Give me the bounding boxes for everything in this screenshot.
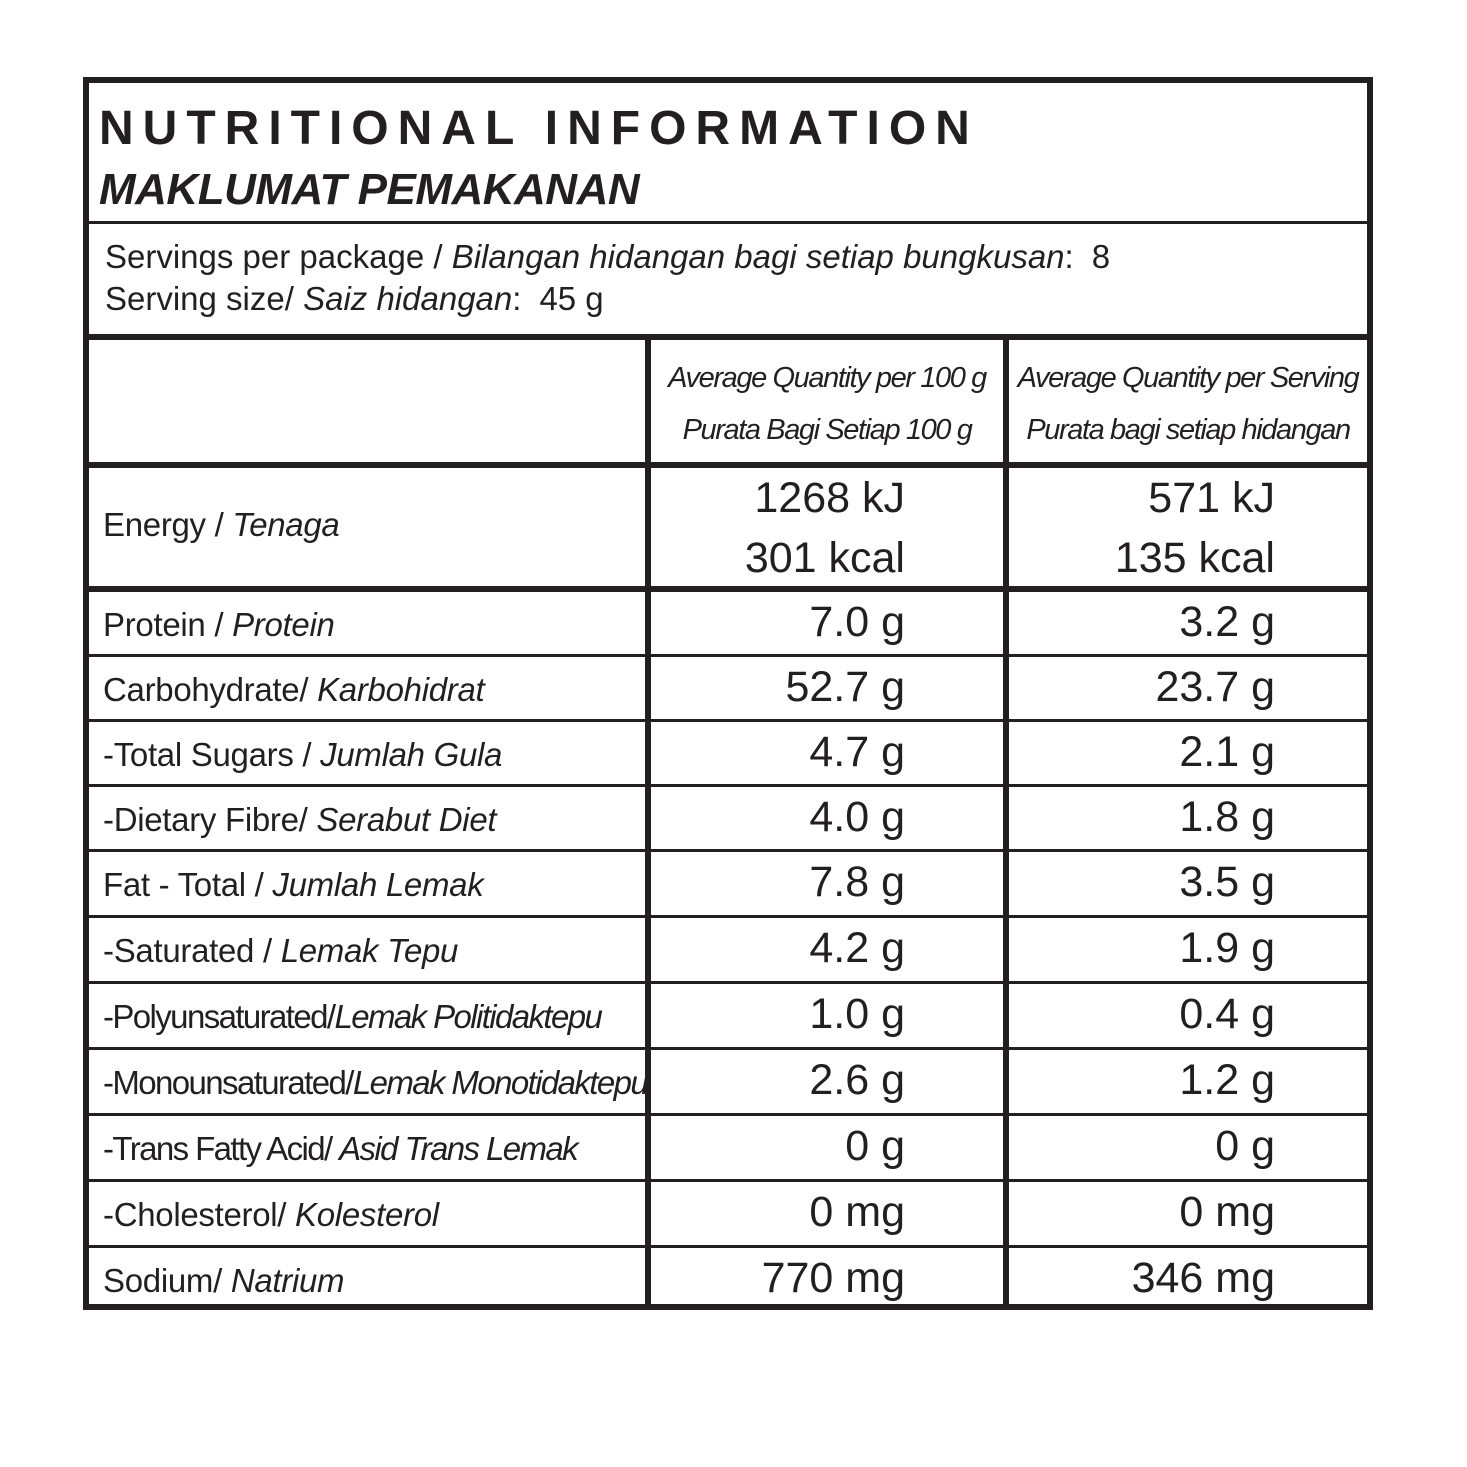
- nutrition-label: [83, 77, 1373, 1310]
- nutrient-label: [103, 1130, 577, 1168]
- nutrient-value-per100: 4.7 g: [809, 728, 905, 776]
- nutrient-label: [103, 671, 484, 709]
- serving-size-colon: :: [512, 280, 522, 317]
- energy-per100-kj: 1268 kJ: [754, 474, 905, 522]
- energy-label: [103, 506, 339, 544]
- nutrient-label-ms: Jumlah Gula: [320, 736, 503, 773]
- nutrient-value-per100: 1.0 g: [809, 990, 905, 1038]
- nutrient-value-serving: 0 mg: [1179, 1188, 1275, 1236]
- title-block: [89, 83, 1367, 224]
- nutrient-label-ms: Asid Trans Lemak: [339, 1130, 578, 1167]
- nutrient-label-en: -Saturated /: [103, 932, 281, 969]
- serving-info: [89, 224, 1367, 340]
- nutrient-value-serving: 346 mg: [1131, 1254, 1275, 1302]
- nutrient-label-ms: Natrium: [230, 1262, 345, 1299]
- nutrient-label: [103, 998, 601, 1036]
- servings-per-package-value: 8: [1091, 238, 1111, 275]
- nutrient-value-per100: 4.0 g: [809, 793, 905, 841]
- nutrient-label-en: Sodium/: [103, 1262, 231, 1299]
- nutrient-label: [103, 866, 483, 904]
- nutrient-label-en: Protein /: [103, 606, 233, 643]
- column-header-per-serving-ms: Purata bagi setiap hidangan: [1026, 414, 1350, 446]
- nutrient-label-en: -Cholesterol/: [103, 1196, 296, 1233]
- energy-serving-kcal: 135 kcal: [1114, 534, 1275, 582]
- nutrient-label-ms: Jumlah Lemak: [272, 866, 484, 903]
- nutrient-row-polyunsaturated: [89, 984, 1367, 1047]
- nutrient-value-per100: 0 mg: [809, 1188, 905, 1236]
- nutrient-label-en: -Monounsaturated/: [103, 1064, 353, 1101]
- title-malay: MAKLUMAT PEMAKANAN: [99, 165, 640, 214]
- nutrient-label-ms: Lemak Monotidaktepu: [352, 1064, 648, 1101]
- nutrient-label-ms: Serabut Diet: [316, 801, 497, 838]
- nutrient-label: [103, 801, 496, 839]
- energy-row: [89, 468, 1367, 586]
- nutrient-row-trans-fatty-acid: [89, 1116, 1367, 1179]
- nutrient-label-en: Carbohydrate/: [103, 671, 318, 708]
- nutrient-label-en: -Dietary Fibre/: [103, 801, 317, 838]
- column-header-per-serving: [1009, 352, 1367, 456]
- nutrient-label: [103, 932, 458, 970]
- nutrient-value-per100: 7.0 g: [809, 598, 905, 646]
- nutrient-row-fat-total: [89, 852, 1367, 915]
- nutrient-label-ms: Lemak Politidaktepu: [334, 998, 602, 1035]
- nutrient-label-en: Fat - Total /: [103, 866, 273, 903]
- nutrient-value-per100: 7.8 g: [809, 858, 905, 906]
- nutrient-value-serving: 3.2 g: [1179, 598, 1275, 646]
- column-header-per-100g-en: Average Quantity per 100 g: [668, 362, 986, 394]
- nutrient-row-saturated: [89, 918, 1367, 981]
- servings-per-package-label-en: Servings per package /: [105, 238, 452, 275]
- nutrient-label-ms: Lemak Tepu: [280, 932, 459, 969]
- title-english: NUTRITIONAL INFORMATION: [99, 102, 979, 155]
- nutrient-value-per100: 0 g: [845, 1122, 905, 1170]
- nutrient-value-serving: 0.4 g: [1179, 990, 1275, 1038]
- serving-size-label-en: Serving size/: [105, 280, 304, 317]
- servings-per-package-label-ms: Bilangan hidangan bagi setiap bungkusan: [451, 238, 1065, 275]
- servings-per-package-colon: :: [1064, 238, 1074, 275]
- serving-size-value: 45 g: [539, 280, 604, 317]
- nutrient-row-monounsaturated: [89, 1050, 1367, 1113]
- energy-serving-kj: 571 kJ: [1148, 474, 1275, 522]
- nutrient-label-en: -Trans Fatty Acid/: [103, 1130, 340, 1167]
- nutrient-value-per100: 770 mg: [761, 1254, 905, 1302]
- nutrient-table: [89, 340, 1367, 1304]
- nutrient-value-serving: 1.2 g: [1179, 1056, 1275, 1104]
- nutrient-row-sodium: [89, 1248, 1367, 1310]
- nutrient-value-serving: 1.9 g: [1179, 924, 1275, 972]
- servings-per-package: [105, 238, 1110, 276]
- column-header-per-100g-ms: Purata Bagi Setiap 100 g: [682, 414, 972, 446]
- nutrient-value-serving: 2.1 g: [1179, 728, 1275, 776]
- nutrient-label: [103, 736, 502, 774]
- serving-size: [105, 280, 604, 318]
- nutrient-label: [103, 1196, 439, 1234]
- nutrient-label-ms: Karbohidrat: [317, 671, 485, 708]
- nutrient-label: [103, 1064, 647, 1102]
- column-header-per-serving-en: Average Quantity per Serving: [1017, 362, 1359, 394]
- nutrient-label-ms: Kolesterol: [295, 1196, 439, 1233]
- nutrient-row-total-sugars: [89, 722, 1367, 784]
- serving-size-label-ms: Saiz hidangan: [303, 280, 513, 317]
- nutrient-row-dietary-fibre: [89, 787, 1367, 849]
- nutrient-label: [103, 606, 335, 644]
- nutrient-row-cholesterol: [89, 1182, 1367, 1245]
- energy-label-ms: Tenaga: [232, 506, 340, 543]
- nutrient-label-en: -Polyunsaturated/: [103, 998, 335, 1035]
- energy-per100-kcal: 301 kcal: [744, 534, 905, 582]
- nutrient-value-per100: 52.7 g: [785, 663, 905, 711]
- nutrient-label: [103, 1262, 344, 1300]
- column-header-per-100g: [651, 352, 1003, 456]
- nutrient-value-serving: 3.5 g: [1179, 858, 1275, 906]
- nutrient-value-per100: 2.6 g: [809, 1056, 905, 1104]
- nutrient-value-serving: 23.7 g: [1155, 663, 1275, 711]
- nutrient-value-per100: 4.2 g: [809, 924, 905, 972]
- nutrient-row-protein: [89, 592, 1367, 654]
- energy-label-en: Energy /: [103, 506, 233, 543]
- nutrient-row-carbohydrate: [89, 657, 1367, 719]
- nutrient-label-ms: Protein: [232, 606, 335, 643]
- nutrient-value-serving: 0 g: [1215, 1122, 1275, 1170]
- nutrient-value-serving: 1.8 g: [1179, 793, 1275, 841]
- nutrient-label-en: -Total Sugars /: [103, 736, 321, 773]
